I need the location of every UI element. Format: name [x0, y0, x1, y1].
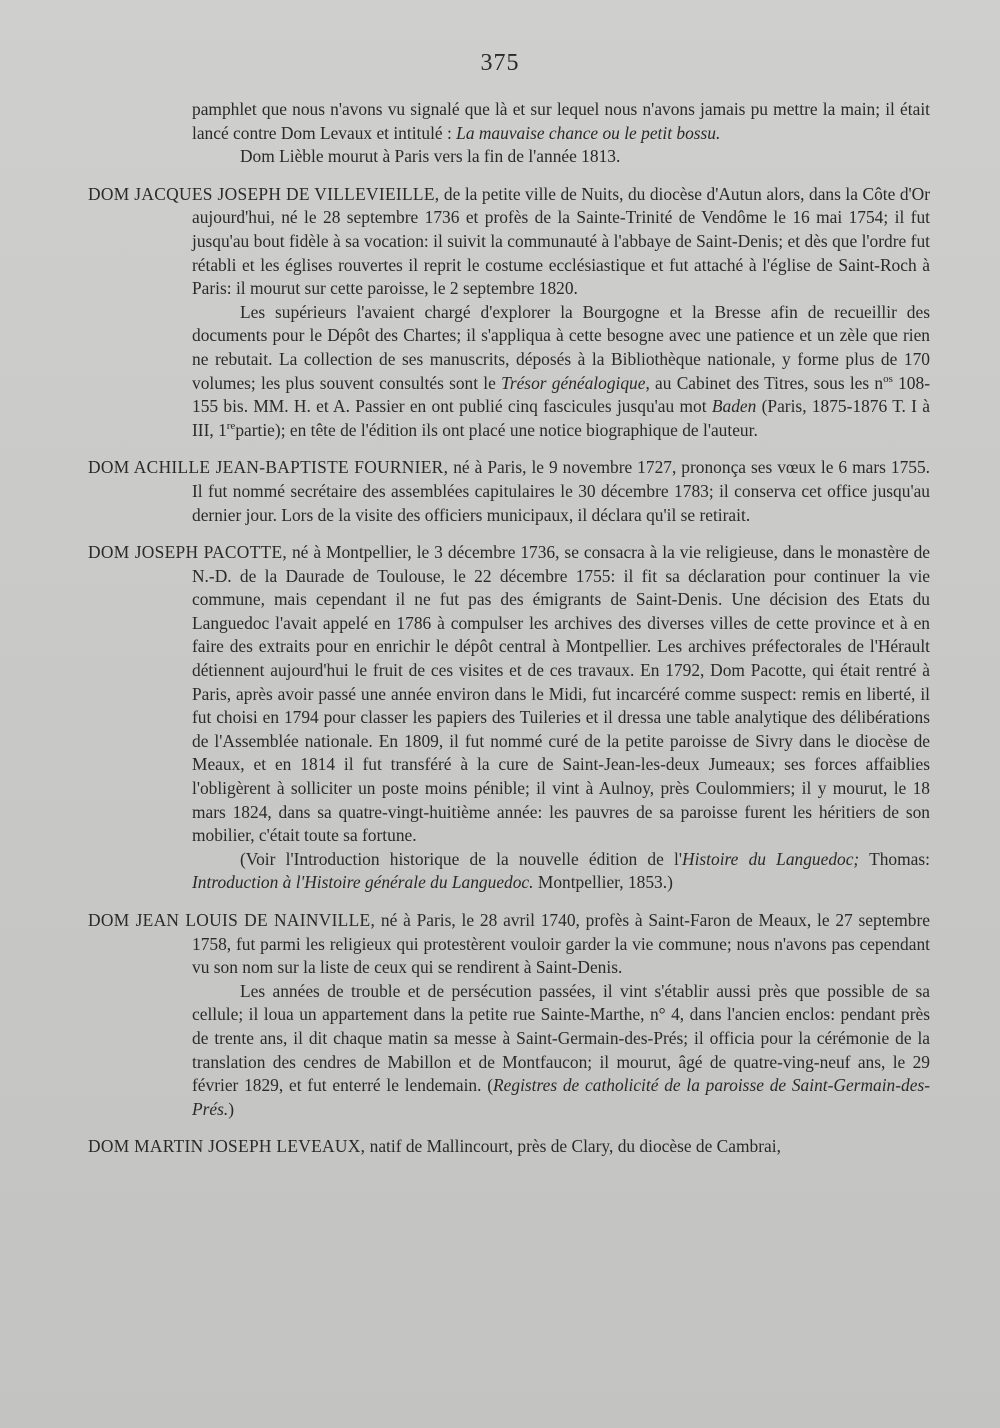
- villevieille-paragraph-2: [88, 301, 930, 443]
- entry-text: né à Paris, le 28 avril 1740, profès à Saint-Faron de Meaux, le 27 septembre 1758, fut parmi les religieux qui protestèrent vouloir garder la vie commune; nous n'avons pas cependant vu son nom sur la liste de ceux qui se rendirent à Saint-Denis.: [192, 910, 930, 978]
- pamphlet-title: La mauvaise chance ou le petit bossu.: [456, 122, 721, 143]
- work-title: Registres de catholicité de la paroisse de Saint-Germain-des-Prés.: [192, 1075, 930, 1119]
- paragraph-text: partie); en tête de l'édition ils ont placé une notice biographique de l'auteur.: [235, 419, 758, 440]
- pacotte-reference: [88, 848, 930, 895]
- paragraph-text: , au Cabinet des Titres, sous les n: [645, 372, 884, 393]
- work-title: Trésor généalogique: [501, 372, 646, 393]
- nainville-paragraph-2: [88, 980, 930, 1122]
- entry-leveaux: [88, 1135, 930, 1159]
- body-text: [88, 98, 930, 1159]
- paragraph-text: 108-155 bis. MM. H. et A. Passier en ont publié cinq fascicules jusqu'au mot: [192, 372, 930, 417]
- entry-nainville: [88, 909, 930, 980]
- paragraph-text: Thomas:: [859, 848, 930, 869]
- paragraph-text: (Voir l'Introduction historique de la nouvelle édition de l': [240, 848, 683, 869]
- entry-text: de la petite ville de Nuits, du diocèse d'Autun alors, dans la Côte d'Or aujourd'hui, né le 28 septembre 1736 et profès de la Sainte-Trinité de Vendôme le 16 mai 1754; il fut jusqu'au bout fidèle à sa vocation: il suivit la communauté à l'abbaye de Saint-Denis; et dès que l'ordre fut rétabli et les églises rouvertes il reprit le costume ecclésiastique et fut attaché à l'église de Saint-Roch à Paris: il mourut sur cette paroisse, le 2 septembre 1820.: [192, 183, 931, 299]
- work-title: Baden: [711, 396, 757, 417]
- paragraph-text: Montpellier, 1853.): [533, 872, 673, 893]
- entry-text: natif de Mallincourt, près de Clary, du diocèse de Cambrai,: [365, 1136, 781, 1157]
- page-number: 375: [480, 50, 520, 76]
- intro-text: pamphlet que nous n'avons vu signalé que là et sur lequel nous n'avons jamais pu mettre la main; il était lancé contre Dom Levaux et intitulé :: [192, 99, 930, 143]
- entry-text: né à Montpellier, le 3 décembre 1736, se consacra à la vie religieuse, dans le monastère de N.-D. de la Daurade de Toulouse, le 22 décembre 1755: il fit sa déclaration pour continuer la vie commune, mais cependant il ne fut pas des émigrants de Saint-Denis. Une décision des Etats du Languedoc l'avait appelé en 1786 à compulser les archives des diverses villes de cette province et à en faire des extraits pour en enrichir le dépôt central à Montpellier. Les archives préfectorales de l'Hérault détiennent aujourd'hui le fruit de ces visites et de ces travaux. En 1792, Dom Pacotte, qui était rentré à Paris, après avoir passé une année environ dans le Midi, fut incarcéré comme suspect: remis en liberté, il fut choisi en 1794 pour classer les papiers des Tuileries et il dressa une table analytique des délibérations de l'Assemblée nationale. En 1809, il fut nommé curé de la petite paroisse de Sivry dans le diocèse de Meaux, et en 1814 il fut transféré à la cure de Saint-Jean-les-deux Jumeaux; ses forces affaiblies l'obligèrent à solliciter un poste moins pénible; il vint à Aulnoy, près Coulommiers; il y mourut, le 18 mars 1824, dans sa quatre-vingt-huitième année: les pauvres de sa paroisse furent les héritiers de son mobilier, c'était toute sa fortune.: [192, 542, 930, 846]
- entry-text: né à Paris, le 9 novembre 1727, prononça ses vœux le 6 mars 1755. Il fut nommé secrétaire des assemblées capitulaires le 30 décembre 1783; il conserva cet office jusqu'au dernier jour. Lors de la visite des officiers municipaux, il déclara qu'il se retirait.: [192, 457, 931, 525]
- work-title: Introduction à l'Histoire générale du Languedoc.: [192, 872, 534, 893]
- superscript: os: [883, 372, 893, 385]
- intro-paragraph: [88, 98, 930, 145]
- entry-name: DOM ACHILLE JEAN-BAPTISTE FOURNIER,: [88, 457, 449, 478]
- superscript: re: [226, 419, 236, 432]
- entry-fournier: [88, 456, 930, 527]
- entry-villevieille: [88, 183, 930, 301]
- paragraph-text: Les années de trouble et de persécution passées, il vint s'établir aussi près que possible de sa cellule; il loua un appartement dans la petite rue Sainte-Marthe, n° 4, dans l'ancien enclos: pendant près de trente ans, il dit chaque matin sa messe à Saint-Germain-des-Prés; il officia pour la cérémonie de la translation des cendres de Mabillon et de Montfaucon; il mourut, âgé de quatre-ving-neuf ans, le 29 février 1829, et fut enterré le lendemain. (: [192, 980, 930, 1096]
- entry-name: DOM MARTIN JOSEPH LEVEAUX,: [88, 1136, 366, 1157]
- paragraph-text: (Paris, 1875-1876 T. I à III, 1: [192, 396, 930, 440]
- entry-name: DOM JEAN LOUIS DE NAINVILLE,: [88, 910, 376, 930]
- lieble-death-paragraph: Dom Lièble mourut à Paris vers la fin de l'année 1813.: [240, 146, 621, 167]
- paragraph-text: Les supérieurs l'avaient chargé d'explorer la Bourgogne et la Bresse afin de recueillir des documents pour le Dépôt des Chartes; il s'appliqua à cette besogne avec une patience et un zèle que rien ne rebutait. La collection de ses manuscrits, déposés à la Bibliothèque nationale, y forme plus de 170 volumes; les plus souvent consultés sont le: [192, 301, 930, 393]
- entry-pacotte: [88, 541, 930, 848]
- entry-name: DOM JOSEPH PACOTTE,: [88, 542, 288, 563]
- work-title: Histoire du Languedoc;: [682, 848, 860, 869]
- paragraph-text: ): [228, 1098, 235, 1119]
- entry-name: DOM JACQUES JOSEPH DE VILLEVIEILLE,: [88, 183, 440, 204]
